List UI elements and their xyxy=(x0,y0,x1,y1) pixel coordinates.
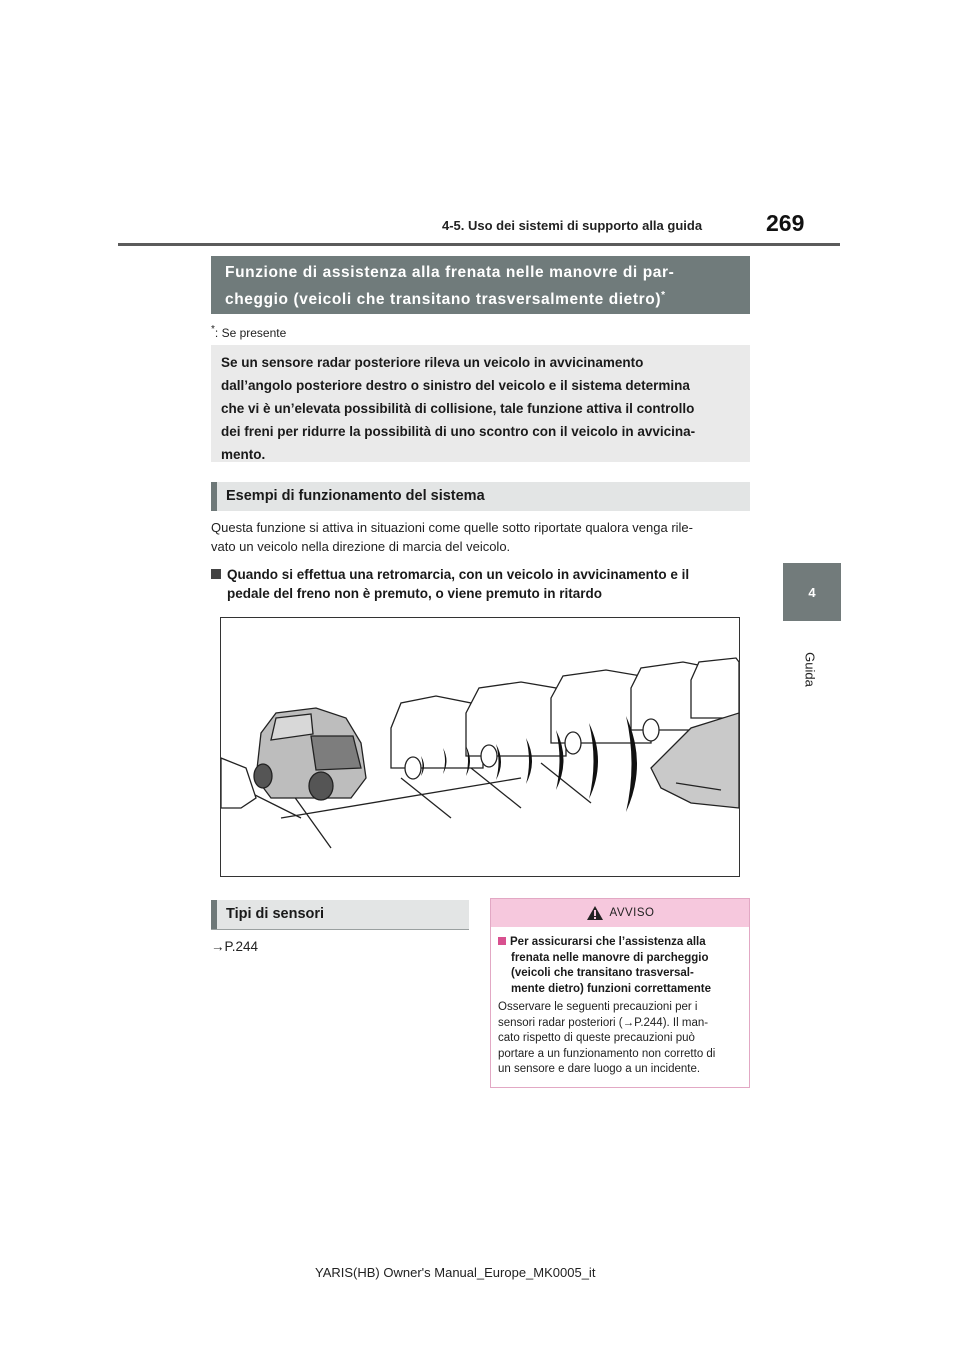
warning-title: AVVISO xyxy=(609,907,655,919)
header-divider xyxy=(118,243,840,246)
section-heading xyxy=(211,256,750,314)
chapter-number: 4 xyxy=(808,584,816,600)
footnote-marker: * xyxy=(661,289,666,301)
sensors-divider xyxy=(211,929,469,930)
sensors-heading: Tipi di sensori xyxy=(211,900,469,929)
warning-body: Osservare le seguenti precauzioni per i sensori radar posteriori (→P.244). Il man- cato rispetto di queste precauzioni può portare a un funzionamento non corretto di un sensore e dare luogo a un incidente. xyxy=(498,1001,716,1075)
examples-heading: Esempi di funzionamento del sistema xyxy=(211,482,750,511)
intro-line: che vi è un’elevata possibilità di collisione, tale funzione attiva il controllo xyxy=(221,401,695,416)
footer-manual-id: YARIS(HB) Owner's Manual_Europe_MK0005_it xyxy=(315,1265,596,1280)
warning-heading: Per assicurarsi che l’assistenza alla frenata nelle manovre di parcheggio (veicoli che transitano trasversal- mente dietro) funzioni correttamente xyxy=(498,935,743,997)
intro-line: Se un sensore radar posteriore rileva un veicolo in avvicinamento xyxy=(221,355,644,370)
intro-line: dall’angolo posteriore destro o sinistro del veicolo e il sistema determina xyxy=(221,378,690,393)
intro-box xyxy=(211,345,750,462)
running-header: 4-5. Uso dei sistemi di supporto alla guida xyxy=(442,218,703,233)
parking-illustration xyxy=(220,617,740,877)
section-heading-line-2: cheggio (veicoli che transitano trasversalmente dietro) xyxy=(225,291,662,308)
page-reference-link[interactable]: →P.244 xyxy=(211,939,259,954)
chapter-tab xyxy=(783,563,841,621)
page-number: 269 xyxy=(766,210,805,236)
footnote: *: Se presente xyxy=(211,324,287,340)
warning-triangle-icon xyxy=(586,905,604,921)
warning-box xyxy=(490,898,750,1088)
reversing-car-illustration xyxy=(221,618,739,876)
intro-line: dei freni per ridurre la possibilità di uno scontro con il veicolo in avvicina- xyxy=(221,424,696,439)
bullet-square-icon xyxy=(498,937,506,945)
section-heading-line-1: Funzione di assistenza alla frenata nelle manovre di par- xyxy=(225,264,675,281)
warning-title-bar xyxy=(491,899,749,927)
examples-description: Questa funzione si attiva in situazioni come quelle sotto riportate qualora venga rile- vato un veicolo nella direzione di marcia del veicolo. xyxy=(211,520,693,554)
condition-item: Quando si effettua una retromarcia, con un veicolo in avvicinamento e il pedale del freno non è premuto, o viene premuto in ritardo xyxy=(211,565,756,603)
bullet-square-icon xyxy=(211,569,221,579)
chapter-label: Guida xyxy=(802,652,818,687)
intro-line: mento. xyxy=(221,447,266,462)
